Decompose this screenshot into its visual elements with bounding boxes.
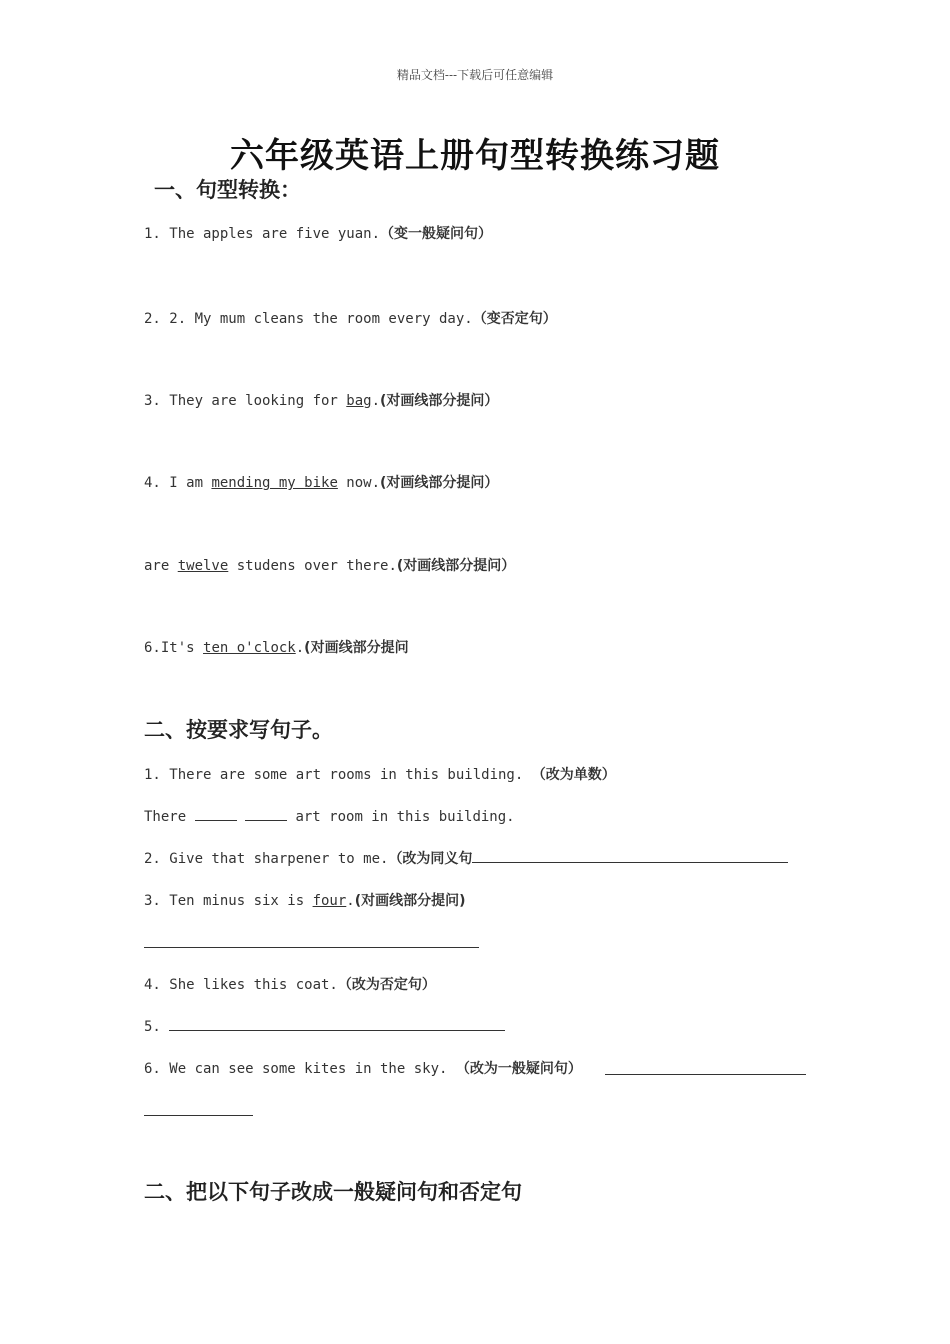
s2-q3-post: . bbox=[346, 893, 355, 909]
s2-q1-answer-start: There bbox=[144, 809, 195, 825]
s1-item-5 bbox=[144, 555, 515, 575]
answer-line[interactable] bbox=[144, 947, 479, 948]
s2-q1-instruction: （改为单数） bbox=[531, 767, 616, 783]
section2-heading: 二、按要求写句子。 bbox=[144, 718, 333, 742]
page-title: 六年级英语上册句型转换练习题 bbox=[230, 136, 720, 176]
s2-q5 bbox=[144, 1016, 505, 1035]
s2-q6-text: 6. We can see some kites in the sky. bbox=[144, 1061, 456, 1077]
s1-item-1 bbox=[144, 223, 492, 243]
s1-item-6-post: . bbox=[295, 640, 305, 656]
answer-line[interactable] bbox=[144, 1115, 253, 1116]
s1-item-3-post: . bbox=[371, 393, 381, 409]
s1-item-3-underlined: bag bbox=[346, 393, 372, 409]
s1-item-2-text: 2. 2. My mum cleans the room every day. bbox=[144, 311, 473, 327]
s1-item-5-post: studens over there. bbox=[228, 558, 397, 574]
s2-q1 bbox=[144, 764, 616, 784]
s1-item-5-instruction: (对画线部分提问） bbox=[396, 558, 516, 574]
s2-q2 bbox=[144, 848, 788, 868]
s2-q3-text: 3. Ten minus six is bbox=[144, 893, 313, 909]
s2-q2-text: 2. Give that sharpener to me. bbox=[144, 851, 389, 867]
s1-item-5-text: are bbox=[144, 558, 178, 574]
answer-blank[interactable] bbox=[472, 848, 788, 863]
answer-line[interactable] bbox=[605, 1074, 806, 1075]
s1-item-6-instruction: (对画线部分提问 bbox=[304, 640, 409, 656]
s2-q4-text: 4. She likes this coat. bbox=[144, 977, 338, 993]
answer-blank[interactable] bbox=[245, 806, 287, 821]
s1-item-4-underlined: mending my bike bbox=[211, 475, 338, 491]
s2-q1-text: 1. There are some art rooms in this building. bbox=[144, 767, 532, 783]
s2-q4-instruction: （改为否定句） bbox=[337, 977, 436, 993]
s2-q3 bbox=[144, 890, 466, 910]
s1-item-4-post: now. bbox=[337, 475, 381, 491]
s2-q3-underlined: four bbox=[312, 893, 347, 909]
s1-item-4 bbox=[144, 472, 498, 492]
s2-q5-text: 5. bbox=[144, 1019, 170, 1035]
s1-item-3 bbox=[144, 390, 498, 410]
s2-q3-instruction: (对画线部分提问) bbox=[354, 893, 466, 909]
section3-heading: 二、把以下句子改成一般疑问句和否定句 bbox=[144, 1180, 522, 1204]
page-header: 精品文档---下载后可任意编辑 bbox=[396, 68, 554, 82]
s2-q2-instruction: （改为同义句 bbox=[388, 851, 473, 867]
s1-item-4-text: 4. I am bbox=[144, 475, 212, 491]
s1-item-5-underlined: twelve bbox=[177, 558, 229, 574]
s1-item-4-instruction: (对画线部分提问） bbox=[380, 475, 499, 491]
s2-q6-instruction: （改为一般疑问句） bbox=[455, 1061, 582, 1077]
s1-item-2 bbox=[144, 308, 557, 328]
s2-q1-answer-end: art room in this building. bbox=[287, 809, 515, 825]
answer-blank[interactable] bbox=[169, 1016, 505, 1031]
s1-item-1-text: 1. The apples are five yuan. bbox=[144, 226, 381, 242]
s1-item-3-text: 3. They are looking for bbox=[144, 393, 347, 409]
s1-item-6 bbox=[144, 637, 409, 657]
s1-item-3-instruction: (对画线部分提问） bbox=[380, 393, 499, 409]
s2-q4 bbox=[144, 974, 436, 994]
s1-item-2-instruction: （变否定句） bbox=[472, 311, 557, 327]
s2-q1-answer bbox=[144, 806, 515, 825]
answer-blank[interactable] bbox=[195, 806, 237, 821]
s1-item-1-instruction: （变一般疑问句） bbox=[380, 226, 493, 242]
s2-q6 bbox=[144, 1058, 582, 1078]
s1-item-6-underlined: ten o'clock bbox=[203, 640, 296, 656]
s1-item-6-text: 6.It's bbox=[144, 640, 204, 656]
section1-heading: 一、句型转换： bbox=[154, 178, 301, 202]
